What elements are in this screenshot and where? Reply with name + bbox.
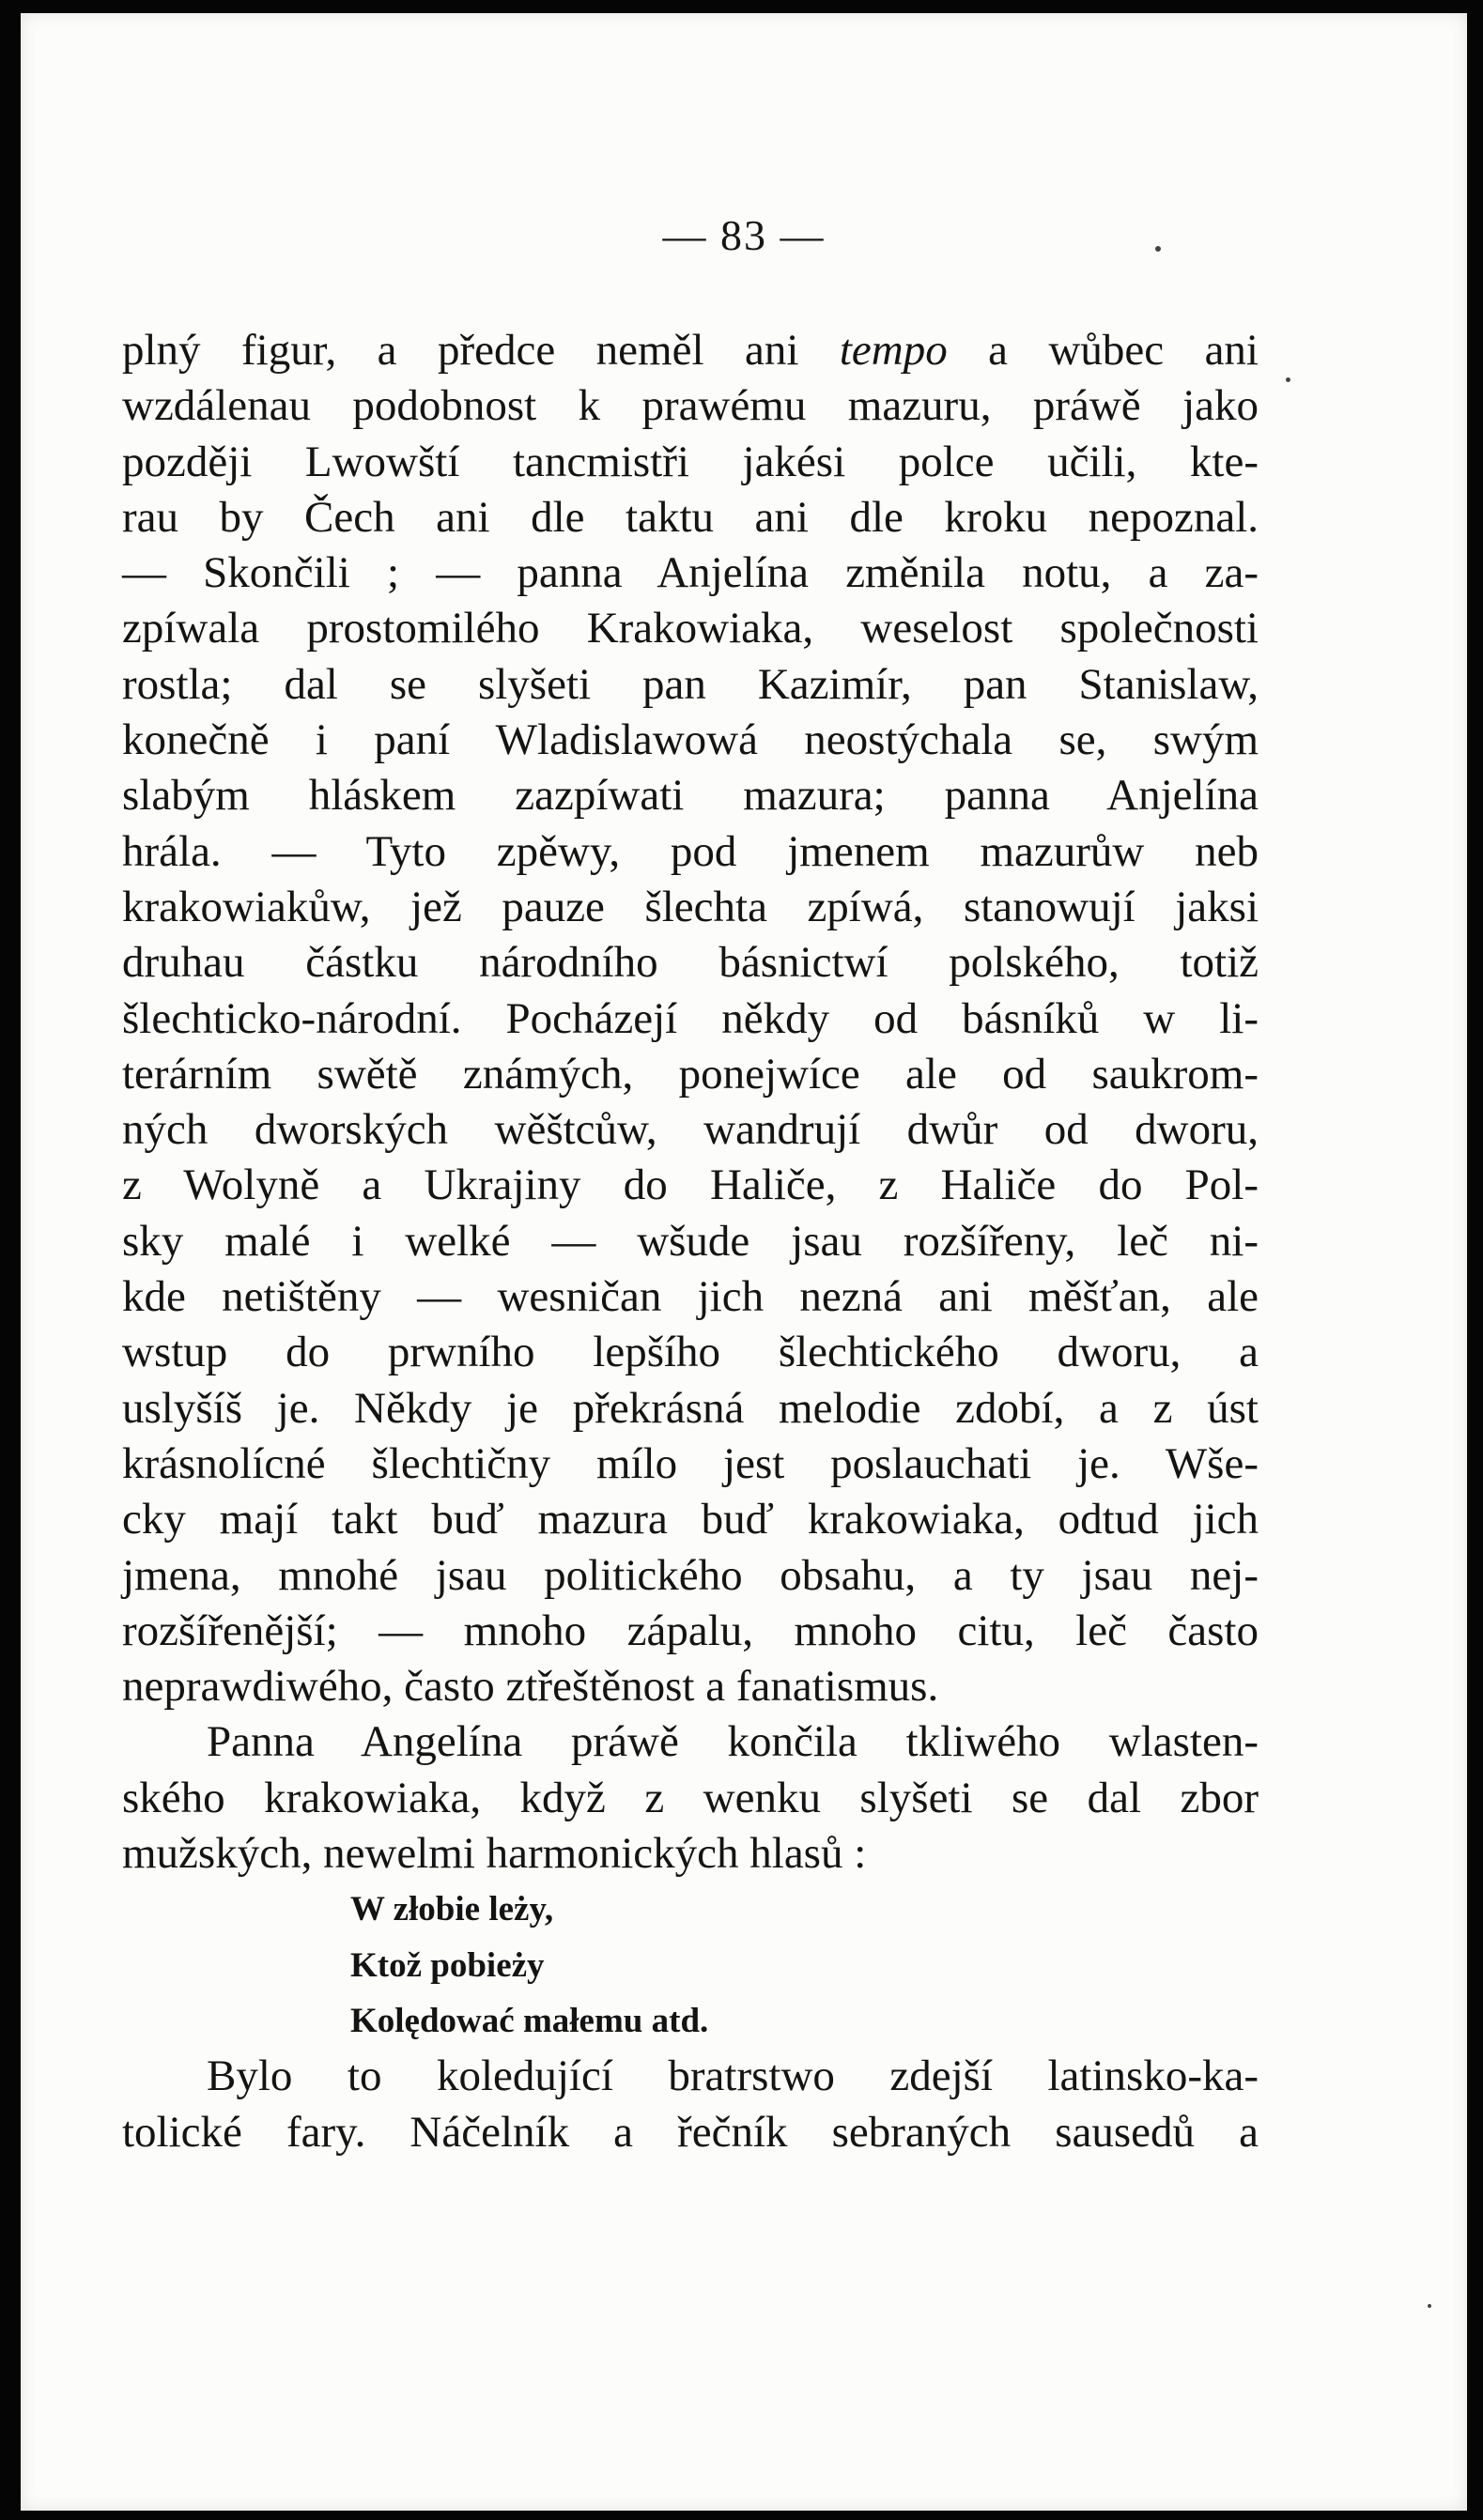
text-line: šlechticko-národní. Pocházejí někdy od básníků w li- (122, 993, 1259, 1043)
italic-word: tempo (839, 326, 948, 375)
text-line: rau by Čech ani dle taktu ani dle kroku nepoznal. (122, 492, 1259, 542)
text-line: jmena, mnohé jsau politického obsahu, a ty jsau nej- (122, 1550, 1259, 1600)
text-line: krakowiakůw, jež pauze šlechta zpíwá, stanowují jaksi (122, 882, 1259, 931)
text-line: slabým hláskem zazpíwati mazura; panna Anjelína (122, 771, 1259, 821)
text-line: sky malé i welké — wšude jsau rozšířeny, leč ni- (122, 1216, 1259, 1266)
scan-speck (1286, 377, 1290, 382)
text-line: wstup do prwního lepšího šlechtického dworu, a (122, 1328, 1259, 1377)
text-line: uslyšíš je. Někdy je překrásná melodie zdobí, a z úst (122, 1383, 1259, 1433)
scan-speck (1428, 2304, 1431, 2308)
text-line: ných dworských wěštcůw, wandrují dwůr od dworu, (122, 1105, 1259, 1155)
text-line: plný figur, a předce neměl ani tempo a wůbec ani (122, 326, 1259, 375)
text-line: druhau částku národního básnictwí polského, totiž (122, 938, 1259, 988)
text-line: — Skončili ; — panna Anjelína změnila notu, a za- (122, 548, 1259, 598)
text-line: cky mají takt buď mazura buď krakowiaka, odtud jich (122, 1495, 1259, 1544)
text-line: rozšířenější; — mnoho zápalu, mnoho citu, leč často (122, 1606, 1259, 1655)
text-line: wzdálenau podobnost k prawému mazuru, práwě jako (122, 381, 1259, 431)
text-line: ského krakowiaka, když z wenku slyšeti se dal zbor (122, 1773, 1259, 1822)
text-line: tolické fary. Náčelník a řečník sebraných sausedů a (122, 2107, 1259, 2157)
poem-line: Kolędować małemu atd. (350, 2001, 709, 2040)
paragraph-end-line: mužských, newelmi harmonických hlasů : (122, 1829, 867, 1879)
text-line: zpíwala prostomilého Krakowiaka, weselost společnosti (122, 604, 1259, 653)
text-line: z Wolyně a Ukrajiny do Haliče, z Haliče do Pol- (122, 1160, 1259, 1210)
poem-line: Ktož pobieży (350, 1945, 545, 1985)
text-line: později Lwowští tancmistři jakési polce učili, kte- (122, 437, 1259, 486)
text-line: rostla; dal se slyšeti pan Kazimír, pan Stanislaw, (122, 659, 1259, 709)
paragraph-start-line: Bylo to koledující bratrstwo zdejší latinsko-ka- (207, 2051, 1259, 2101)
page-number: — 83 — (662, 211, 826, 259)
text-line: krásnolícné šlechtičny mílo jest poslauchati je. Wše- (122, 1438, 1259, 1488)
text-line: kde netištěny — wesničan jich nezná ani měšťan, ale (122, 1272, 1259, 1322)
text-line: konečně i paní Wladislawowá neostýchala se, swým (122, 715, 1259, 765)
text-line: terárním swětě známých, ponejwíce ale od saukrom- (122, 1049, 1259, 1099)
scan-speck (1155, 246, 1161, 252)
book-page (21, 13, 1467, 2511)
paragraph-start-line: Panna Angelína práwě končila tkliwého wlasten- (207, 1717, 1259, 1767)
body-text (122, 323, 1259, 2160)
paragraph-end-line: neprawdiwého, často ztřeštěnost a fanatismus. (122, 1662, 939, 1712)
text-line: hrála. — Tyto zpěwy, pod jmenem mazurůw neb (122, 826, 1259, 876)
poem-line: W złobie leży, (350, 1890, 554, 1929)
